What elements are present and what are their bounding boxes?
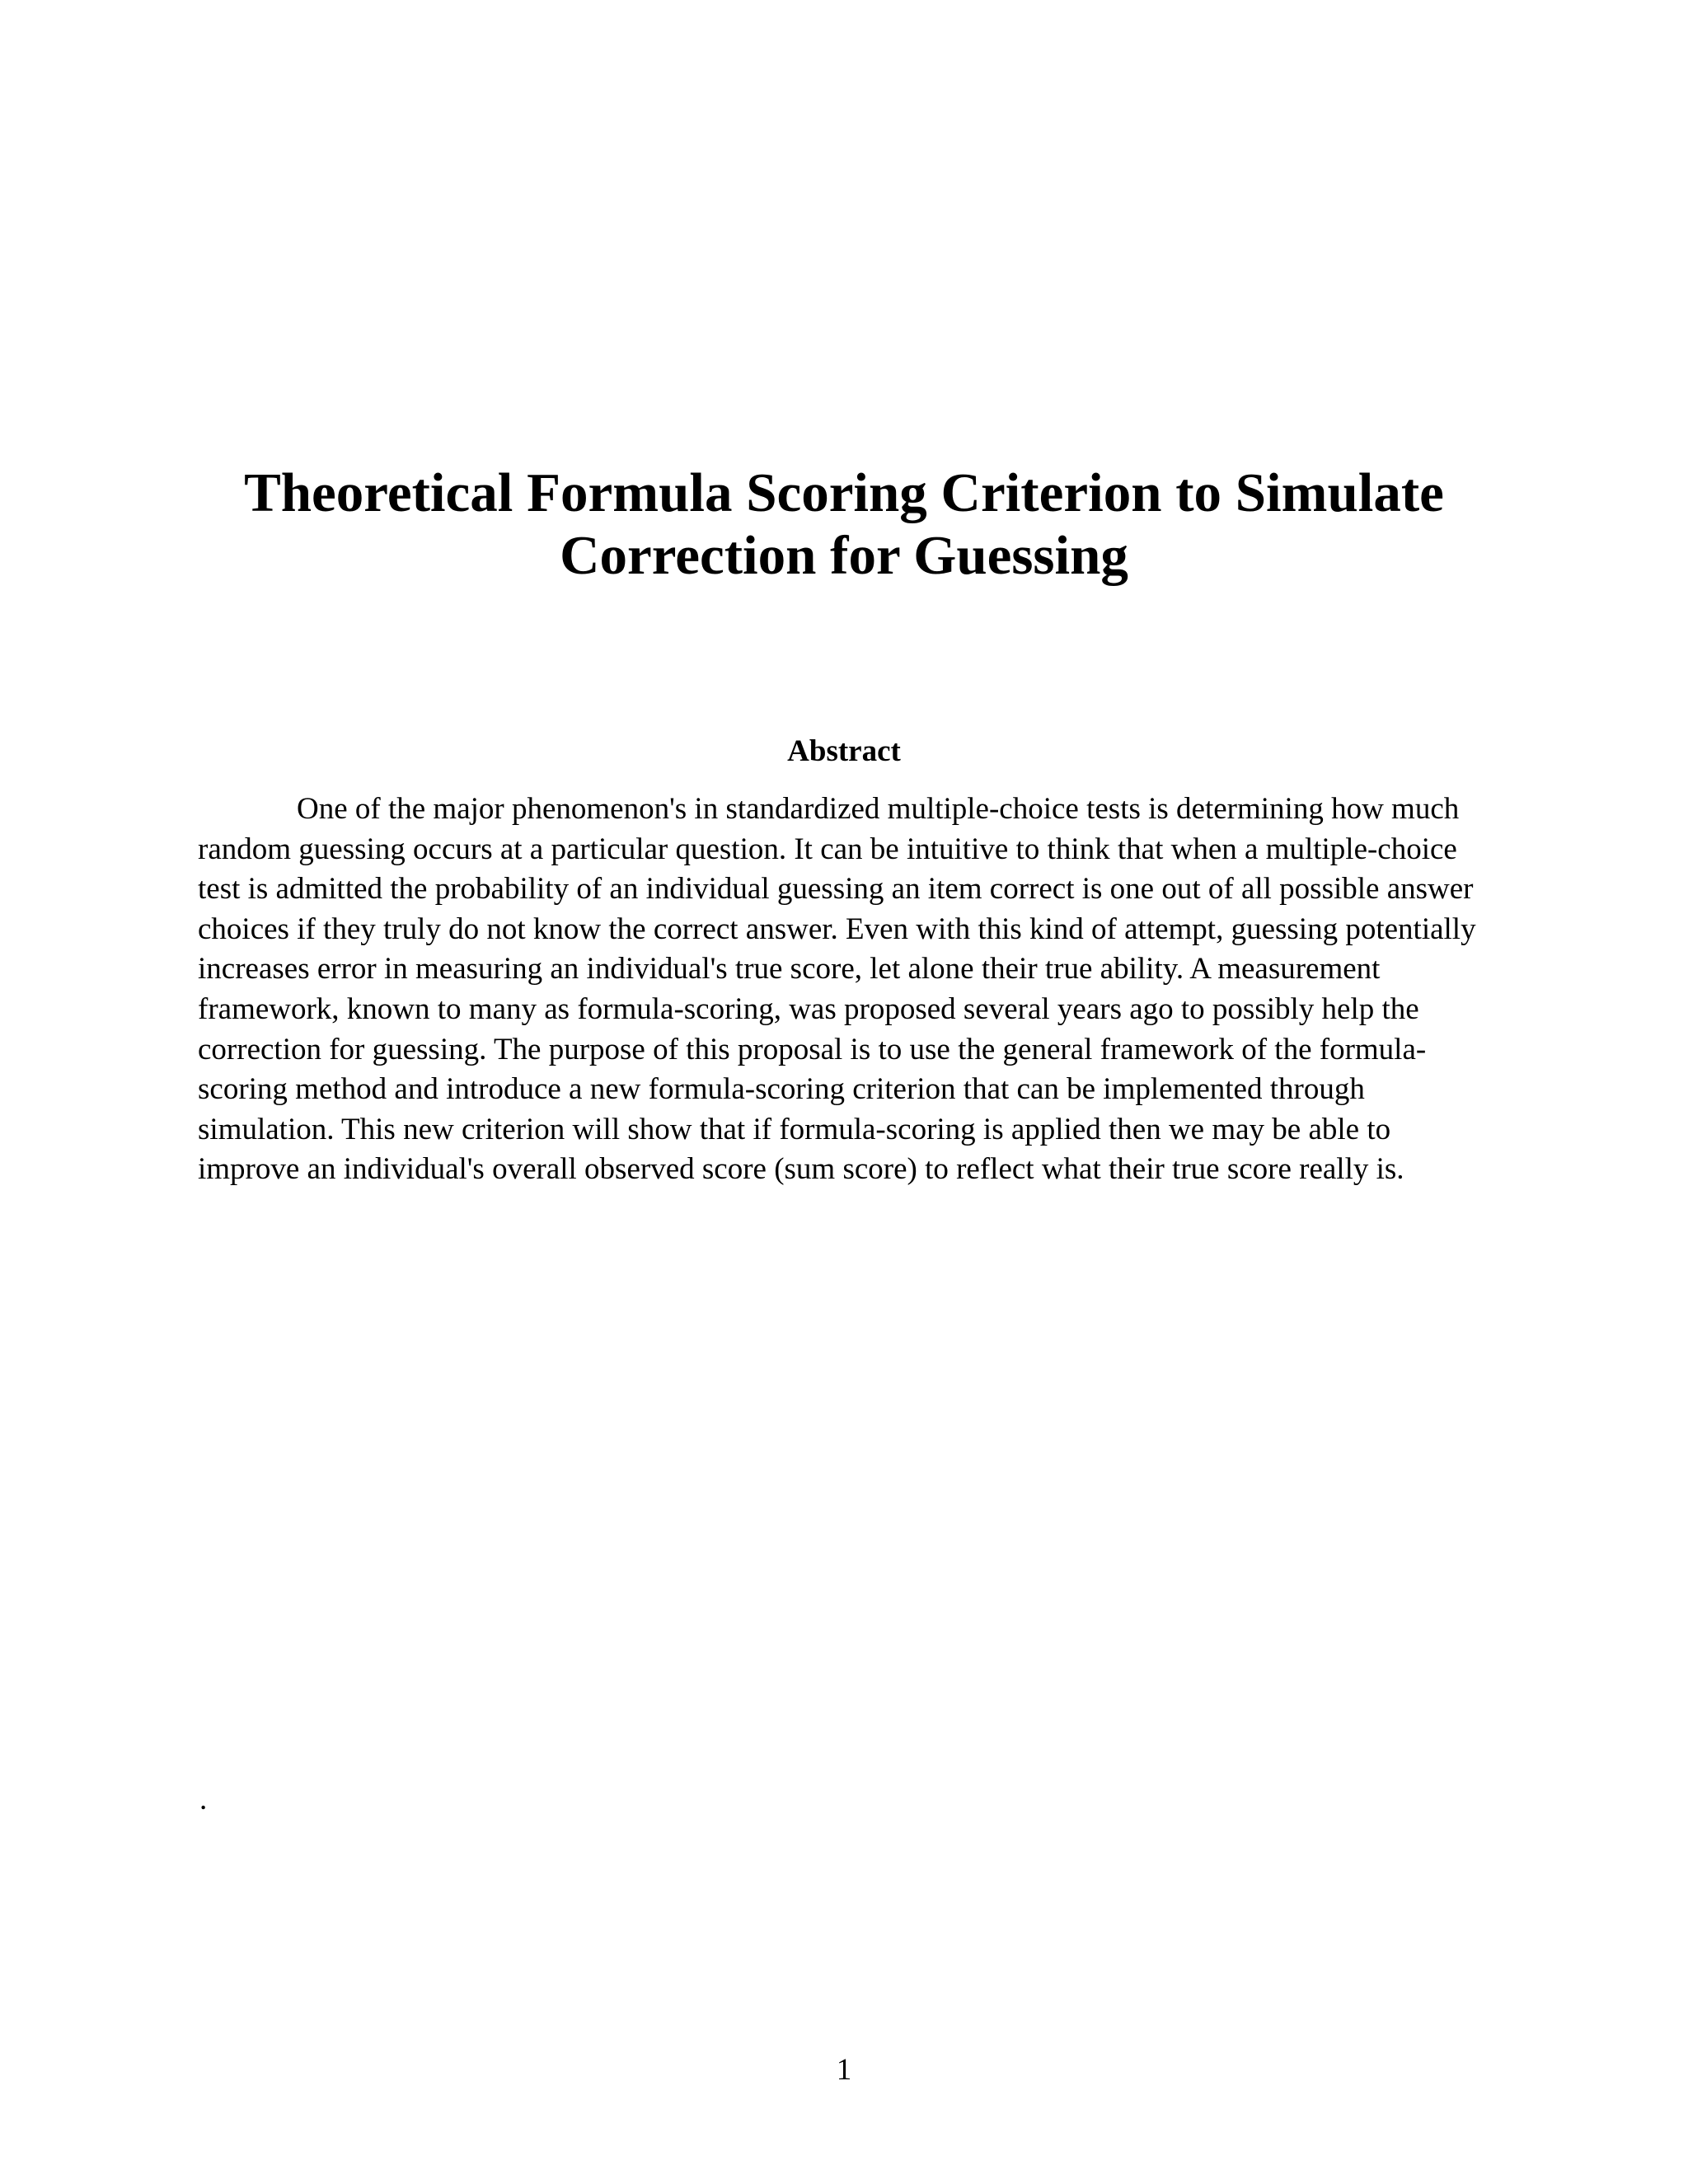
stray-period-mark: . xyxy=(199,1783,208,1816)
abstract-heading: Abstract xyxy=(787,734,901,768)
abstract-line: framework, known to many as formula-scoring, was proposed several years ago to possibly help the xyxy=(198,991,1419,1026)
abstract-paragraph xyxy=(198,790,1490,1190)
abstract-line: correction for guessing. The purpose of this proposal is to use the general framework of the formula- xyxy=(198,1032,1427,1066)
abstract-line: scoring method and introduce a new formula-scoring criterion that can be implemented through xyxy=(198,1072,1365,1107)
abstract-line: test is admitted the probability of an individual guessing an item correct is one out of all possible answer xyxy=(198,872,1474,907)
abstract-line: improve an individual's overall observed score (sum score) to reflect what their true score really is. xyxy=(198,1152,1404,1187)
paper-title-line-1: Theoretical Formula Scoring Criterion to Simulate xyxy=(244,462,1444,523)
paper-title-line-2: Correction for Guessing xyxy=(560,525,1128,586)
abstract-line: choices if they truly do not know the correct answer. Even with this kind of attempt, guessing potentially xyxy=(198,912,1476,946)
paper-title xyxy=(198,462,1490,587)
abstract-line: random guessing occurs at a particular question. It can be intuitive to think that when a multiple-choice xyxy=(198,832,1457,866)
abstract-line: increases error in measuring an individual's true score, let alone their true ability. A measurement xyxy=(198,952,1381,987)
abstract-line: One of the major phenomenon's in standardized multiple-choice tests is determining how much xyxy=(297,792,1460,826)
page-number: 1 xyxy=(836,2053,852,2087)
abstract-line: simulation. This new criterion will show that if formula-scoring is applied then we may be able to xyxy=(198,1112,1391,1146)
